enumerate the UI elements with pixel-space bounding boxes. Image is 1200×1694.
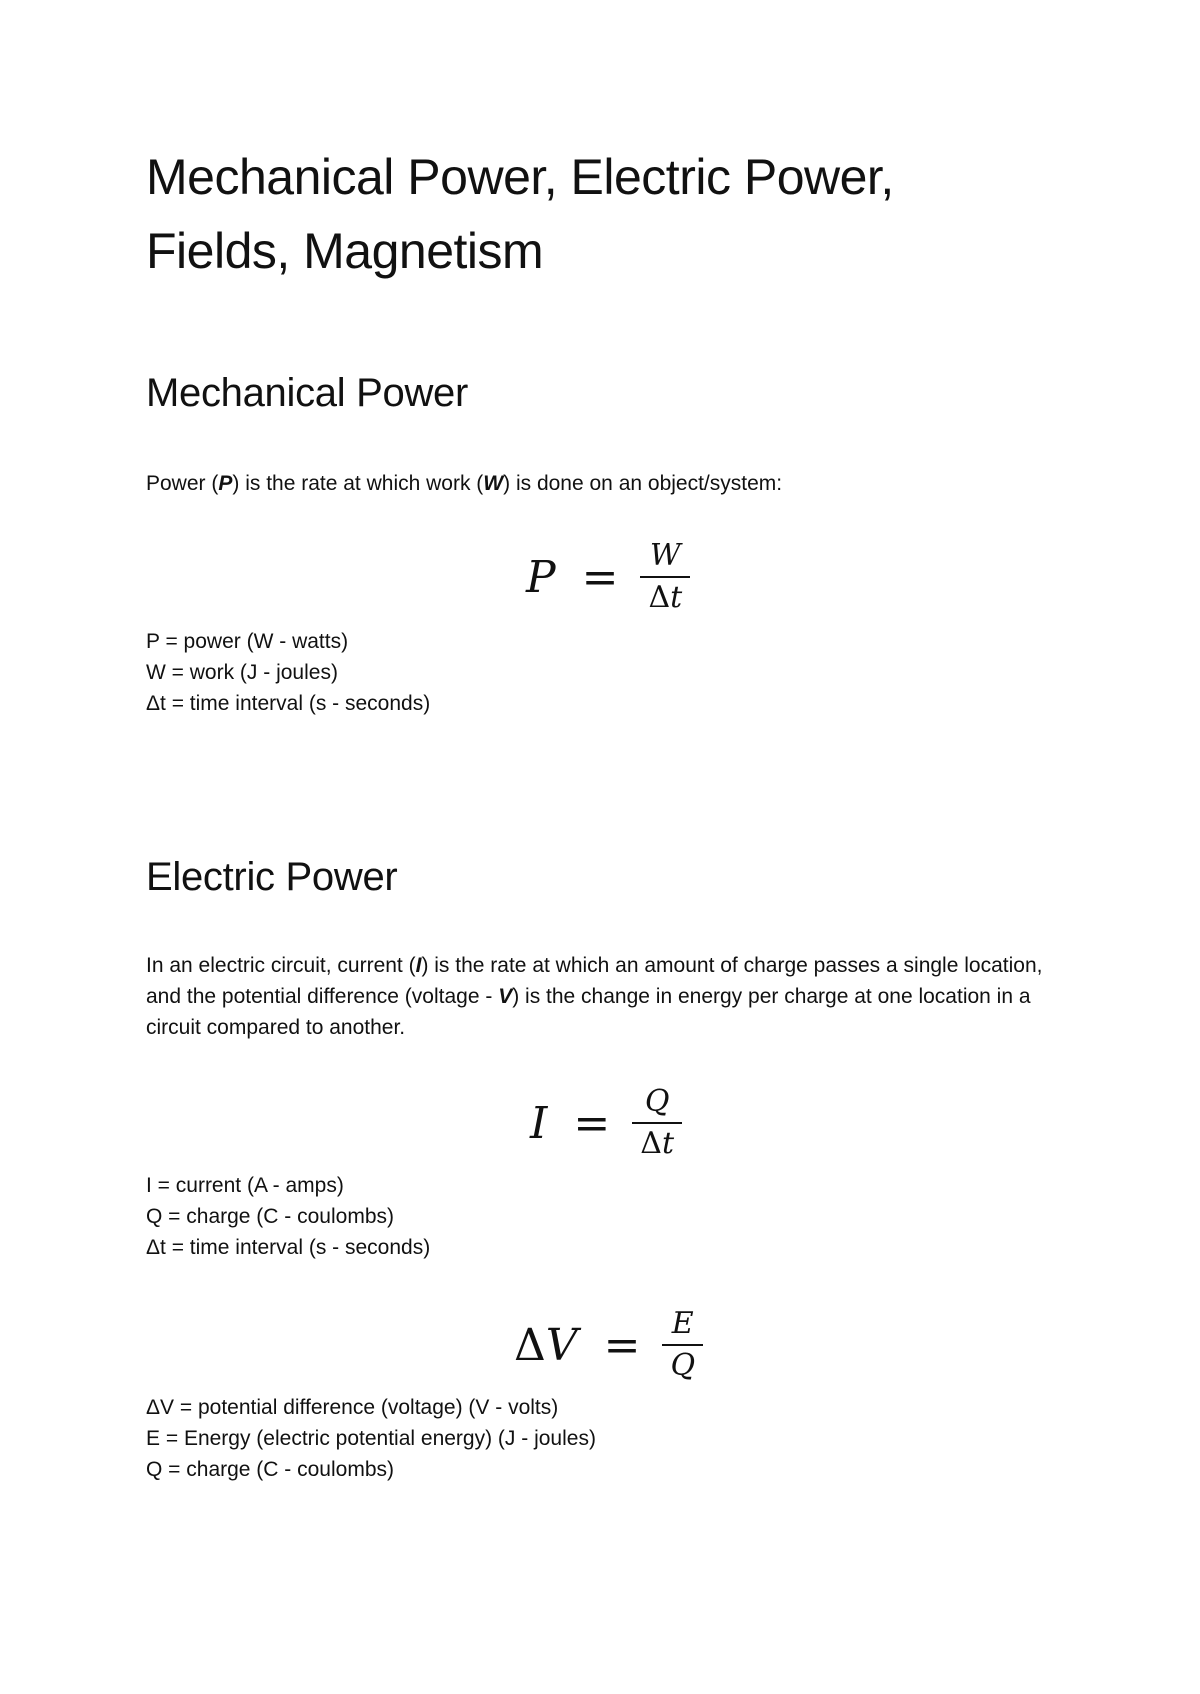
mechanical-intro: Power (P) is the rate at which work (W) is done on an object/system: <box>146 472 783 495</box>
symbol-w: W <box>483 472 504 495</box>
fraction: $\frac{W}{\Delta t}$ <box>640 536 690 618</box>
equation-power: P = $\frac{W}{\Delta t}$ <box>526 536 690 618</box>
voltage-definitions <box>146 1392 596 1485</box>
definition-line: Δt = time interval (s - seconds) <box>146 1236 431 1259</box>
current-definitions <box>146 1170 430 1263</box>
definition-line: I = current (A - amps) <box>146 1174 344 1197</box>
definition-line: Q = charge (C - coulombs) <box>146 1458 395 1481</box>
equation-current: I = $\frac{Q}{\Delta t}$ <box>530 1082 682 1164</box>
fraction: $\frac{E}{Q}$ <box>662 1304 703 1386</box>
electric-intro: In an electric circuit, current (I) is the rate at which an amount of charge passes a single location, and the potential difference (voltage - V) is the change in energy per charge at one location in a circuit compared to another. <box>146 954 1043 1039</box>
definition-line: P = power (W - watts) <box>146 630 349 653</box>
symbol-v: V <box>498 985 513 1008</box>
definition-line: ΔV = potential difference (voltage) (V - volts) <box>146 1396 559 1419</box>
page-title: Mechanical Power, Electric Power, Fields, Magnetism <box>146 149 894 279</box>
fraction: $\frac{Q}{\Delta t}$ <box>632 1082 682 1164</box>
symbol-p: P <box>218 472 233 495</box>
definition-line: Δt = time interval (s - seconds) <box>146 692 431 715</box>
definition-line: Q = charge (C - coulombs) <box>146 1205 395 1228</box>
definition-line: E = Energy (electric potential energy) (J - joules) <box>146 1427 596 1450</box>
section-heading-electric-power: Electric Power <box>146 855 398 899</box>
mechanical-definitions <box>146 626 430 719</box>
section-heading-mechanical-power: Mechanical Power <box>146 371 469 415</box>
equation-voltage: ΔV = $\frac{E}{Q}$ <box>514 1304 703 1386</box>
definition-line: W = work (J - joules) <box>146 661 338 684</box>
symbol-i: I <box>415 954 422 977</box>
